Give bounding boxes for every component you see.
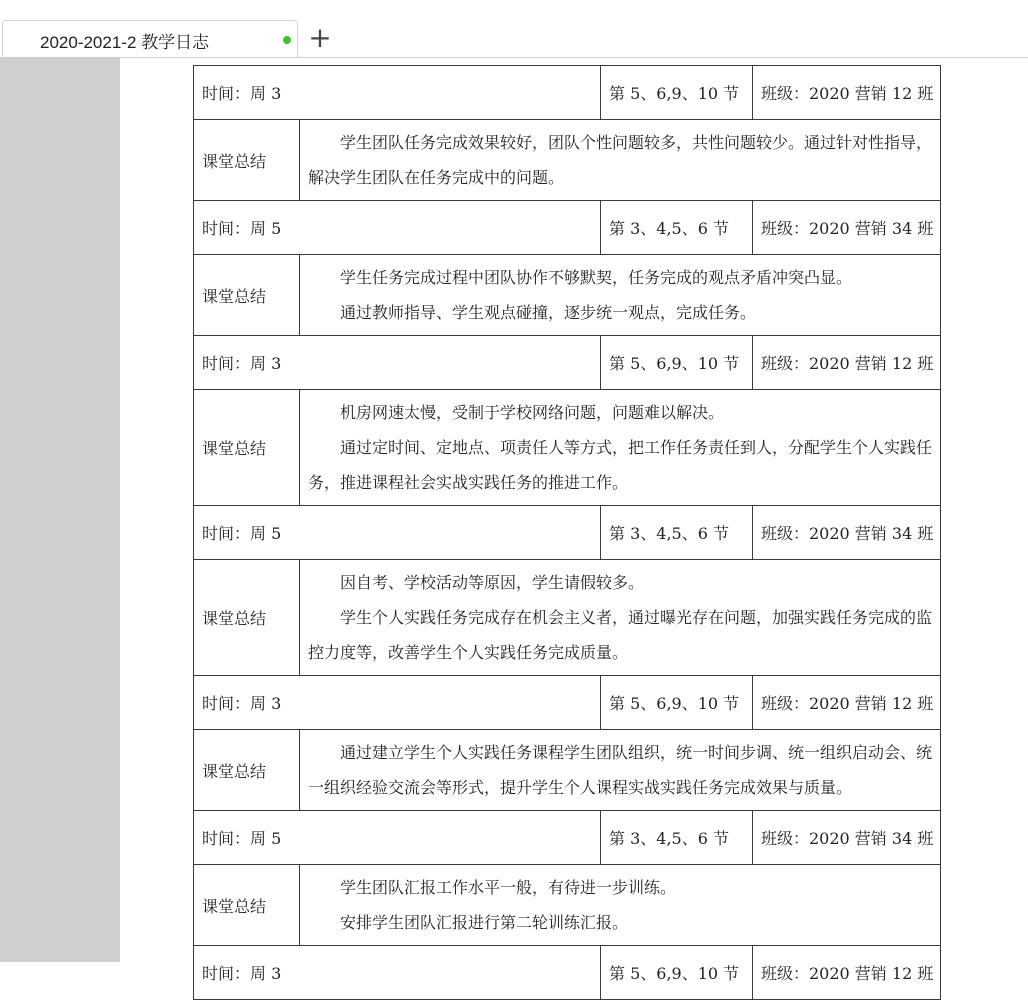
tab-title: 2020-2021-2 教学日志 [40, 33, 210, 52]
summary-paragraph: 学生团队任务完成效果较好，团队个性问题较多，共性问题较少。通过针对性指导，解决学生团队在任务完成中的问题。 [308, 133, 933, 187]
summary-paragraph: 通过教师指导、学生观点碰撞，逐步统一观点，完成任务。 [340, 303, 757, 322]
teaching-log-table [193, 65, 941, 1000]
class-time-cell: 时间：周 3 [194, 336, 601, 390]
summary-text-cell [300, 865, 941, 946]
class-time-cell: 时间：周 3 [194, 676, 601, 730]
log-meta-row [194, 811, 941, 865]
summary-label-cell: 课堂总结 [194, 120, 300, 201]
class-time-cell: 时间：周 3 [194, 946, 601, 1000]
class-period-cell: 第 3、4,5、6 节 [601, 506, 753, 560]
tab-bar [0, 0, 1028, 58]
class-name-cell: 班级：2020 营销 12 班 [753, 946, 941, 1000]
summary-text-cell [300, 120, 941, 201]
summary-text-cell [300, 730, 941, 811]
summary-label-cell: 课堂总结 [194, 560, 300, 676]
document-page [120, 58, 1012, 983]
class-name-cell: 班级：2020 营销 34 班 [753, 506, 941, 560]
summary-paragraph: 学生任务完成过程中团队协作不够默契，任务完成的观点矛盾冲突凸显。 [340, 268, 853, 287]
summary-label-cell: 课堂总结 [194, 390, 300, 506]
summary-text-cell [300, 560, 941, 676]
class-name-cell: 班级：2020 营销 34 班 [753, 811, 941, 865]
document-area[interactable] [0, 58, 1028, 983]
summary-paragraph: 因自考、学校活动等原因，学生请假较多。 [340, 573, 645, 592]
log-meta-row [194, 506, 941, 560]
log-meta-row [194, 201, 941, 255]
log-summary-row [194, 120, 941, 201]
new-tab-plus-icon[interactable]: + [308, 21, 332, 54]
class-name-cell: 班级：2020 营销 12 班 [753, 66, 941, 120]
log-meta-row [194, 66, 941, 120]
summary-paragraph: 通过建立学生个人实践任务课程学生团队组织，统一时间步调、统一组织启动会、统一组织经验交流会等形式，提升学生个人课程实战实践任务完成效果与质量。 [308, 743, 933, 797]
summary-text-cell [300, 255, 941, 336]
class-time-cell: 时间：周 5 [194, 201, 601, 255]
summary-paragraph: 通过定时间、定地点、项责任人等方式，把工作任务责任到人，分配学生个人实践任务，推进课程社会实战实践任务的推进工作。 [308, 438, 933, 492]
log-summary-row [194, 560, 941, 676]
class-name-cell: 班级：2020 营销 34 班 [753, 201, 941, 255]
log-meta-row [194, 336, 941, 390]
log-meta-row [194, 946, 941, 1000]
class-period-cell: 第 5、6,9、10 节 [601, 946, 753, 1000]
summary-label-cell: 课堂总结 [194, 865, 300, 946]
document-tab[interactable] [2, 20, 298, 57]
class-name-cell: 班级：2020 营销 12 班 [753, 676, 941, 730]
summary-paragraph: 安排学生团队汇报进行第二轮训练汇报。 [340, 913, 629, 932]
saved-status-dot-icon [283, 36, 291, 44]
class-time-cell: 时间：周 5 [194, 811, 601, 865]
class-period-cell: 第 5、6,9、10 节 [601, 66, 753, 120]
class-period-cell: 第 5、6,9、10 节 [601, 676, 753, 730]
class-time-cell: 时间：周 5 [194, 506, 601, 560]
summary-paragraph: 学生个人实践任务完成存在机会主义者，通过曝光存在问题，加强实践任务完成的监控力度等，改善学生个人实践任务完成质量。 [308, 608, 933, 662]
log-summary-row [194, 390, 941, 506]
vertical-scrollbar[interactable] [1012, 58, 1028, 962]
log-summary-row [194, 255, 941, 336]
class-name-cell: 班级：2020 营销 12 班 [753, 336, 941, 390]
class-period-cell: 第 5、6,9、10 节 [601, 336, 753, 390]
class-period-cell: 第 3、4,5、6 节 [601, 811, 753, 865]
log-summary-row [194, 865, 941, 946]
summary-paragraph: 机房网速太慢，受制于学校网络问题，问题难以解决。 [340, 403, 725, 422]
log-summary-row [194, 730, 941, 811]
summary-text-cell [300, 390, 941, 506]
summary-label-cell: 课堂总结 [194, 730, 300, 811]
log-meta-row [194, 676, 941, 730]
summary-label-cell: 课堂总结 [194, 255, 300, 336]
class-period-cell: 第 3、4,5、6 节 [601, 201, 753, 255]
class-time-cell: 时间：周 3 [194, 66, 601, 120]
summary-paragraph: 学生团队汇报工作水平一般，有待进一步训练。 [340, 878, 677, 897]
